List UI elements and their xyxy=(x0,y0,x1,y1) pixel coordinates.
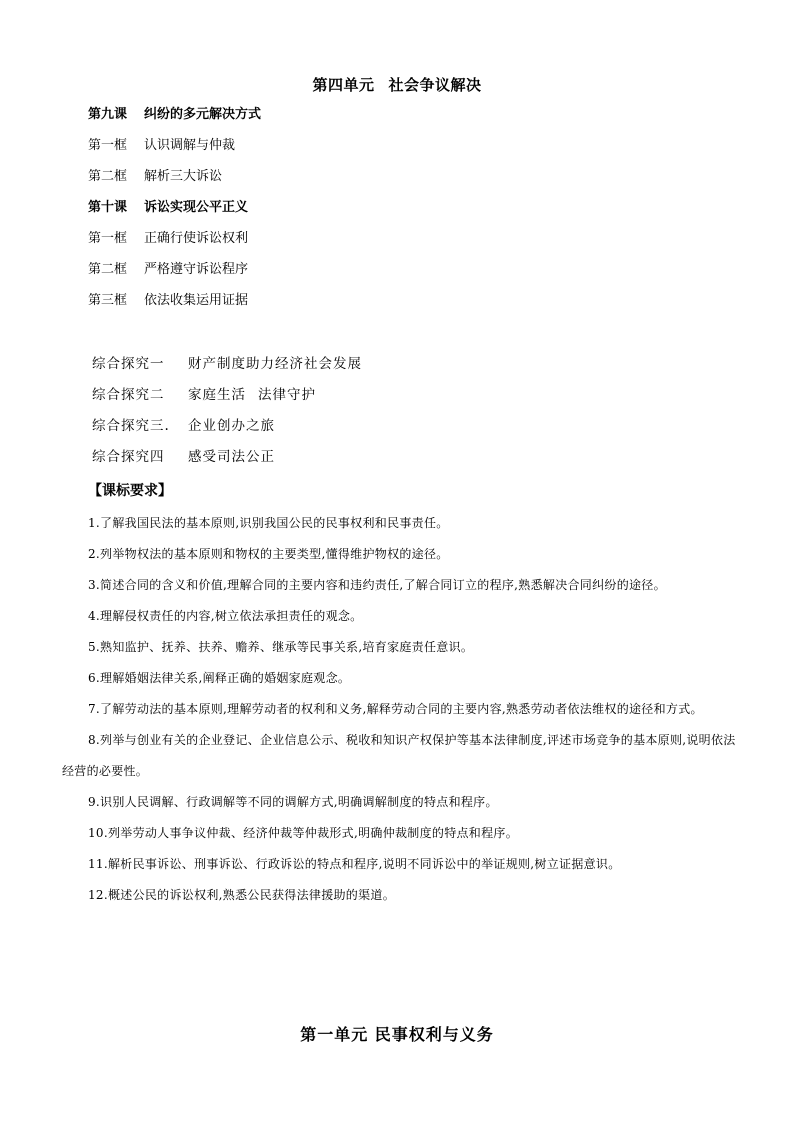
unit-name: 社会争议解决 xyxy=(388,76,482,94)
requirement-item: 6.理解婚姻法律关系,阐释正确的婚姻家庭观念。 xyxy=(88,671,351,685)
lesson-item: 第一框 正确行使诉讼权利 xyxy=(88,231,249,246)
requirement-item: 12.概述公民的诉讼权利,熟悉公民获得法律援助的渠道。 xyxy=(88,888,396,902)
lesson-item: 第二框 解析三大诉讼 xyxy=(88,169,223,184)
requirement-item: 8.列举与创业有关的企业登记、企业信息公示、税收和知识产权保护等基本法律制度,评述市场竞争的基本原则,说明依法经营的必要性。 xyxy=(62,733,736,778)
requirement-item: 1.了解我国民法的基本原则,识别我国公民的民事权利和民事责任。 xyxy=(88,516,449,530)
exploration-item: 综合探究三. 企业创办之旅 xyxy=(92,418,275,434)
exploration-item: 综合探究二 家庭生活 法律守护 xyxy=(92,387,316,403)
next-unit-title: 第一单元 民事权利与义务 xyxy=(300,1025,494,1044)
requirement-item: 7.了解劳动法的基本原则,理解劳动者的权利和义务,解释劳动合同的主要内容,熟悉劳动者依法维权的途径和方式。 xyxy=(88,702,703,716)
exploration-item: 综合探究一 财产制度助力经济社会发展 xyxy=(92,356,362,372)
unit-number: 第四单元 xyxy=(312,76,375,94)
requirements-list xyxy=(62,508,742,911)
lesson-item: 第一框 认识调解与仲裁 xyxy=(88,138,236,153)
requirement-item: 11.解析民事诉讼、刑事诉讼、行政诉讼的特点和程序,说明不同诉讼中的举证规则,树立证据意识。 xyxy=(88,857,621,871)
requirement-item: 2.列举物权法的基本原则和物权的主要类型,懂得维护物权的途径。 xyxy=(88,547,449,561)
requirement-item: 4.理解侵权责任的内容,树立依法承担责任的观念。 xyxy=(88,609,363,623)
lesson-item: 第九课 纠纷的多元解决方式 xyxy=(88,107,262,122)
lesson-item: 第二框 严格遵守诉讼程序 xyxy=(88,262,249,277)
lesson-list xyxy=(88,104,261,321)
requirement-item: 10.列举劳动人事争议仲裁、经济仲裁等仲裁形式,明确仲裁制度的特点和程序。 xyxy=(88,826,519,840)
requirement-item: 9.识别人民调解、行政调解等不同的调解方式,明确调解制度的特点和程序。 xyxy=(88,795,498,809)
requirement-item: 3.简述合同的含义和价值,理解合同的主要内容和违约责任,了解合同订立的程序,熟悉解决合同纠纷的途径。 xyxy=(88,578,666,592)
lesson-item: 第十课 诉讼实现公平正义 xyxy=(88,200,249,215)
lesson-item: 第三框 依法收集运用证据 xyxy=(88,293,249,308)
requirement-item: 5.熟知监护、抚养、扶养、赡养、继承等民事关系,培育家庭责任意识。 xyxy=(88,640,474,654)
exploration-item: 综合探究四 感受司法公正 xyxy=(92,449,275,465)
unit-title xyxy=(0,74,794,95)
exploration-list xyxy=(92,353,362,477)
requirements-heading: 【课标要求】 xyxy=(88,483,172,499)
